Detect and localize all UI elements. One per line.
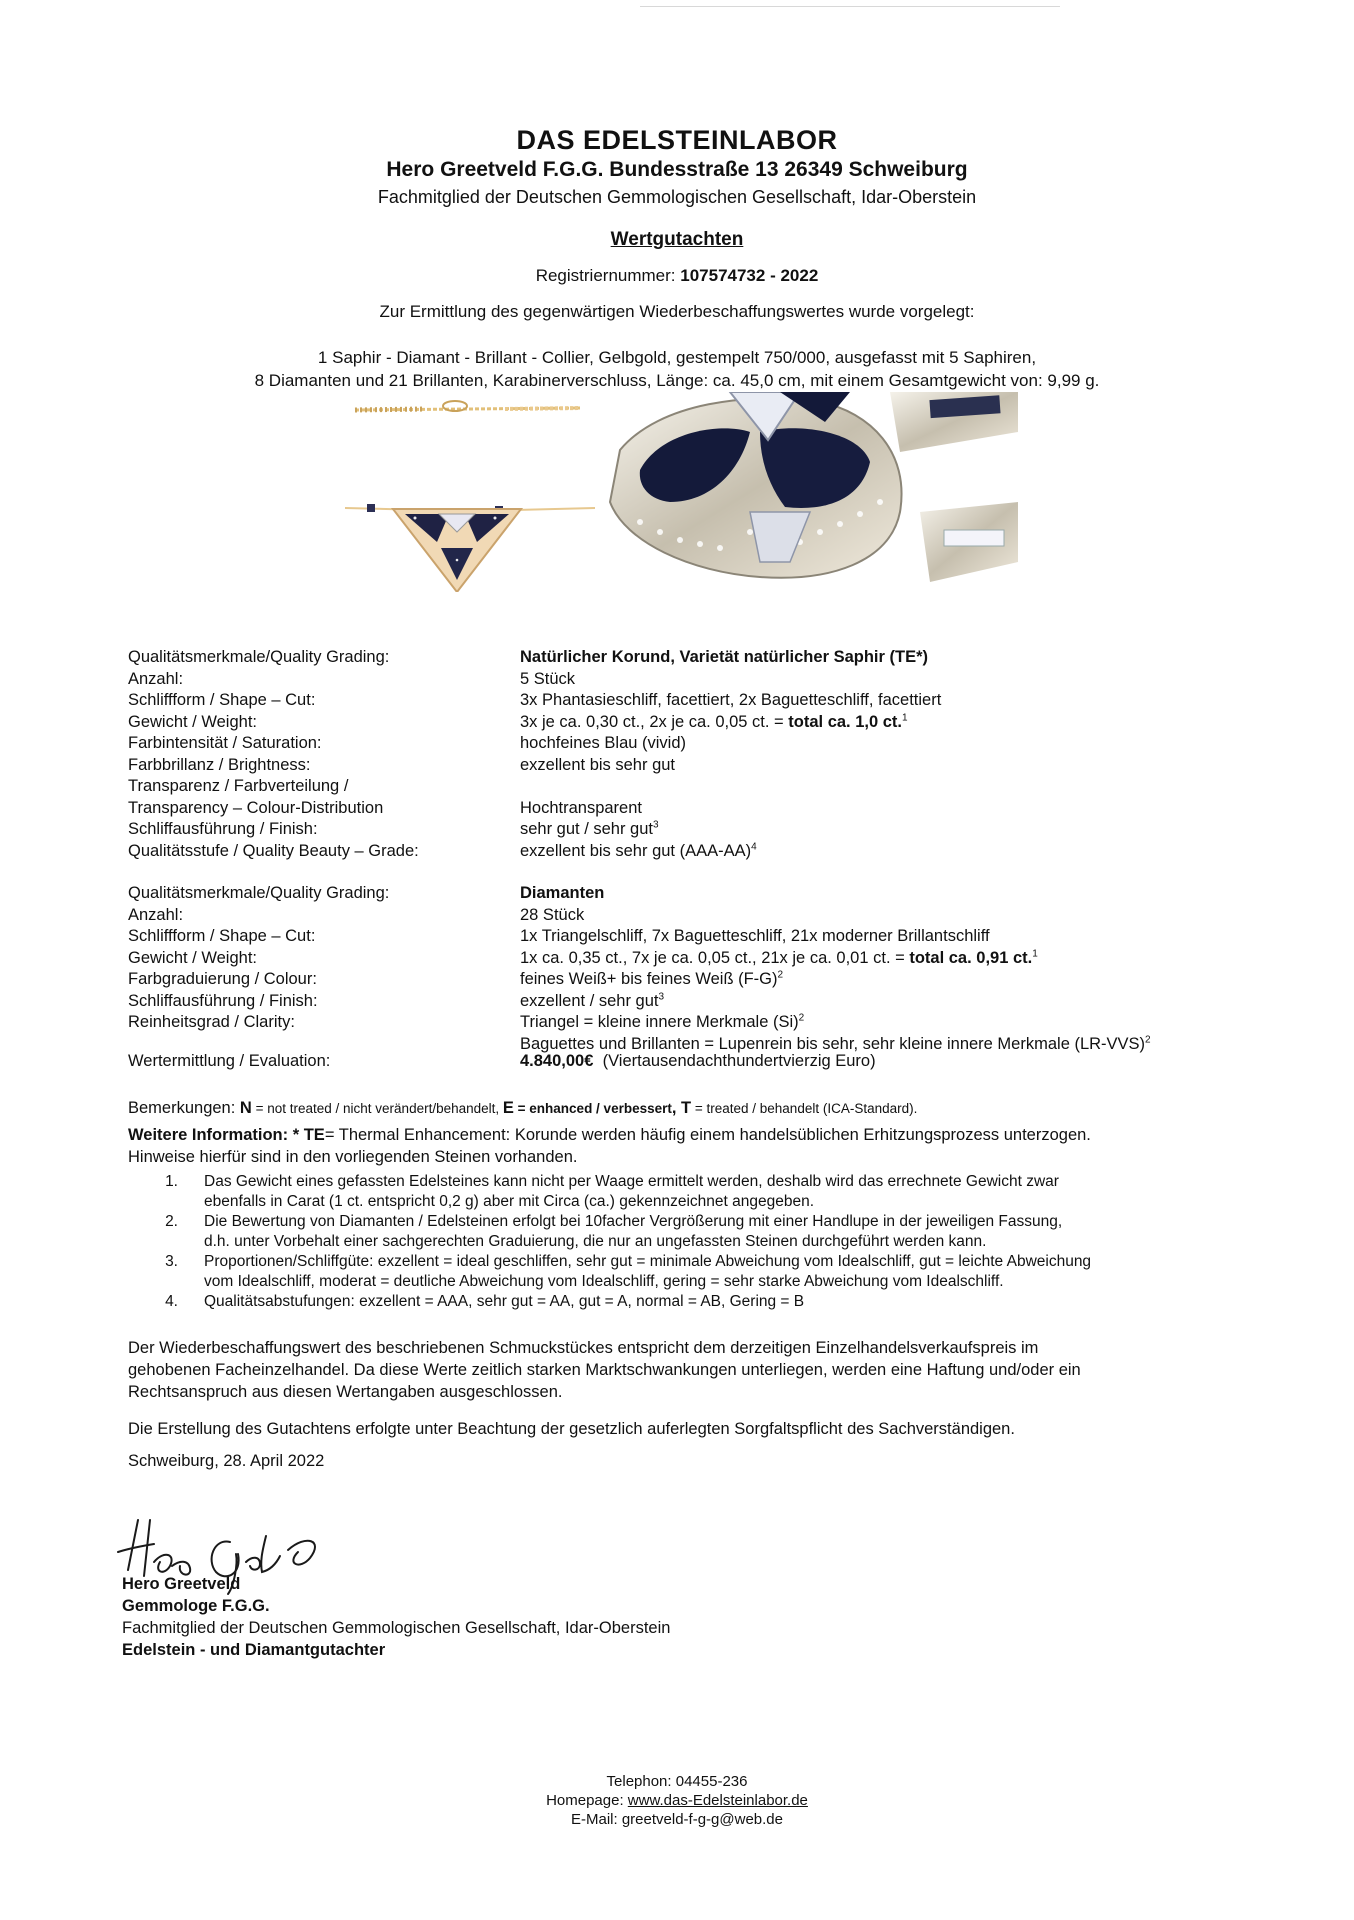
diamond-title: Diamanten (520, 884, 605, 902)
footnote-item: 1. Das Gewicht eines gefassten Edelsteines kann nicht per Waage ermittelt werden, deshalb wird das errechnete Gewicht zwar ebenfalls in Carat (1 ct. entspricht 0,2 g) aber mit Circa (ca.) gekennzeichnet angegeben. (165, 1173, 1059, 1210)
footnote-item: 3. Proportionen/Schliffgüte: exzellent = ideal geschliffen, sehr gut = minimale Abweichung vom Idealschliff, gut = leichte Abweichung vom Idealschliff, moderat = deutliche Abweichung vom Idealschliff, gering = sehr starke Abweichung vom Idealschliff. (165, 1253, 1092, 1290)
signer-membership: Fachmitglied der Deutschen Gemmologischen Gesellschaft, Idar-Oberstein (122, 1619, 671, 1637)
finish-label: Schliffausführung / Finish: (128, 991, 318, 1010)
clarity-label: Reinheitsgrad / Clarity: (128, 1013, 295, 1031)
lab-name: DAS EDELSTEINLABOR (516, 125, 838, 155)
necklace-overview-photo (345, 392, 595, 592)
signer-block (122, 1573, 670, 1661)
signer-role: Edelstein - und Diamantgutachter (122, 1641, 386, 1659)
document-type-title: Wertgutachten (610, 229, 744, 250)
footnotes-list (128, 1172, 1238, 1312)
sapphire-finish: sehr gut / sehr gut$^3$ (520, 819, 659, 838)
saturation-label: Farbintensität / Saturation: (128, 734, 322, 752)
homepage-link[interactable]: www.das-Edelsteinlabor.de (627, 1792, 808, 1809)
count-label: Anzahl: (128, 905, 184, 924)
registration-number: Registriernummer: 107574732 - 2022 (535, 266, 819, 285)
further-information: Weitere Information: * TE= Thermal Enhancement: Korunde werden häufig einem handelsüblichen Erhitzungsprozess unterzogen. Hinweise hierfür sind in den vorliegenden Steinen vorhanden. (128, 1126, 1091, 1166)
footnote-item: 2. Die Bewertung von Diamanten / Edelsteinen erfolgt bei 10facher Vergrößerung mit einer Handlupe in der jeweiligen Fassung, d.h. unter Vorbehalt einer sachgerechten Graduierung, die nur an ungefassten Steinen durchgeführt werden kann. (165, 1213, 1063, 1250)
sapphire-weight: 3x je ca. 0,30 ct., 2x je ca. 0,05 ct. = total ca. 1,0 ct.$^1$ (520, 712, 908, 731)
signer-name: Hero Greetveld (122, 1575, 241, 1593)
transparency-label: Transparenz / Farbverteilung / (128, 777, 349, 795)
weight-label: Gewicht / Weight: (128, 948, 257, 967)
grading-label: Qualitätsmerkmale/Quality Grading: (128, 648, 390, 666)
lab-membership: Fachmitglied der Deutschen Gemmologischen Gesellschaft, Idar-Oberstein (377, 187, 977, 207)
evaluation-row (128, 1051, 1248, 1073)
finish-label: Schliffausführung / Finish: (128, 820, 318, 838)
evaluation-label: Wertermittlung / Evaluation: (128, 1052, 331, 1070)
colour-label: Farbgraduierung / Colour: (128, 970, 317, 988)
document-header (0, 124, 1354, 392)
sapphire-title: Natürlicher Korund, Varietät natürlicher Saphir (TE*) (520, 648, 928, 666)
grading-label: Qualitätsmerkmale/Quality Grading: (128, 884, 390, 902)
sapphire-beauty-grade: exzellent bis sehr gut $(AAA-AA)^4$ (520, 841, 757, 860)
beauty-grade-label: Qualitätsstufe / Quality Beauty – Grade: (128, 841, 419, 860)
diamond-colour: feines Weiß+ bis feines Weiß $(F-G)^2$ (520, 969, 784, 988)
diamond-clarity-baguettes: Baguettes und Brillanten = Lupenrein bis sehr, sehr kleine innere Merkmale $(LR-VVS)^2$ (520, 1034, 1151, 1053)
sapphire-count: 5 Stück (520, 669, 576, 688)
sapphire-saturation: hochfeines Blau (vivid) (520, 734, 686, 752)
contact-footer (0, 1772, 1354, 1829)
footer-homepage: Homepage: www.das-Edelsteinlabor.de (546, 1792, 808, 1809)
diamond-count: 28 Stück (520, 905, 585, 924)
signer-title: Gemmologe F.G.G. (122, 1597, 270, 1615)
sapphire-brightness: exzellent bis sehr gut (520, 755, 676, 774)
diamond-weight: 1x ca. 0,35 ct., 7x je ca. 0,05 ct., 21x je ca. 0,01 ct. = total ca. 0,91 ct.$^1$ (520, 948, 1038, 967)
diamond-finish: exzellent / sehr gut$^3$ (520, 991, 665, 1010)
intro-text: Zur Ermittlung des gegenwärtigen Wiederbeschaffungswertes wurde vorgelegt: (379, 302, 975, 321)
place-and-date: Schweiburg, 28. April 2022 (128, 1452, 325, 1470)
lab-address: Hero Greetveld F.G.G. Bundesstraße 13 26349 Schweiburg (386, 158, 968, 181)
footer-phone: Telephon: 04455-236 (606, 1773, 748, 1790)
footer-email: E-Mail: greetveld-f-g-g@web.de (571, 1811, 783, 1828)
brightness-label: Farbbrillanz / Brightness: (128, 755, 311, 774)
remarks-block (128, 1097, 1238, 1313)
sapphire-grading-block (128, 647, 1248, 862)
diamond-shape: 1x Triangelschliff, 7x Baguetteschliff, 21x moderner Brillantschliff (520, 927, 990, 945)
footnote-item: 4. Qualitätsabstufungen: exzellent = AAA, sehr gut = AA, gut = A, normal = AB, Gering = B (165, 1293, 805, 1310)
pendant-closeup-photo (600, 392, 1018, 588)
count-label: Anzahl: (128, 669, 184, 688)
transparency-label-en: Transparency – Colour-Distribution (128, 798, 384, 817)
scan-edge-line (640, 6, 1060, 7)
sapphire-transparency: Hochtransparent (520, 798, 642, 817)
item-description: 1 Saphir - Diamant - Brillant - Collier, Gelbgold, gestempelt 750/000, ausgefasst mit 5 Saphiren, 8 Diamanten und 21 Brillanten, Karabinerverschluss, Länge: ca. 45,0 cm, mit einem Gesamtgewicht von: 9,99 g. (254, 348, 1100, 390)
treatment-legend: Bemerkungen: N = not treated / nicht verändert/behandelt, E = enhanced / verbessert, T = treated / behandelt (ICA-Standard). (128, 1099, 918, 1117)
weight-label: Gewicht / Weight: (128, 712, 257, 731)
shape-label: Schliffform / Shape – Cut: (128, 927, 316, 945)
evaluation-value: 4.840,00€ (Viertausendachthundertvierzig Euro) (520, 1052, 876, 1070)
shape-label: Schliffform / Shape – Cut: (128, 691, 316, 709)
diamond-clarity-triangle: Triangel = kleine innere Merkmale $(Si)^2$ (520, 1012, 805, 1031)
diamond-grading-block (128, 883, 1248, 1055)
diligence-statement: Die Erstellung des Gutachtens erfolgte unter Beachtung der gesetzlich auferlegten Sorgfaltspflicht des Sachverständigen. (128, 1420, 1015, 1438)
liability-disclaimer: Der Wiederbeschaffungswert des beschriebenen Schmuckstückes entspricht dem derzeitigen Einzelhandelsverkaufspreis im gehobenen Facheinzelhandel. Da diese Werte zeitlich starken Marktschwankungen unterliegen, werden eine Haftung und/oder ein Rechtsanspruch aus diesen Wertangaben ausgeschlossen. (128, 1339, 1081, 1401)
sapphire-shape: 3x Phantasieschliff, facettiert, 2x Baguetteschliff, facettiert (520, 691, 942, 709)
